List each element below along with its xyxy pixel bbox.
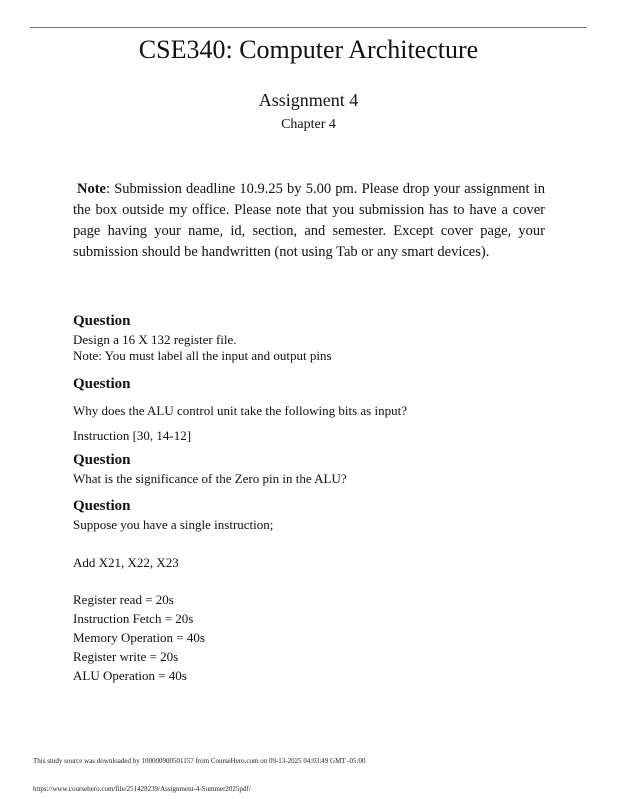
timing-alu-operation: ALU Operation = 40s bbox=[73, 668, 187, 683]
question-2-line-1: Why does the ALU control unit take the following bits as input? bbox=[73, 403, 407, 418]
timing-memory-operation: Memory Operation = 40s bbox=[73, 630, 205, 645]
question-4-heading: Question bbox=[73, 498, 131, 514]
question-2-line-2: Instruction [30, 14-12] bbox=[73, 428, 192, 443]
question-2-heading: Question bbox=[73, 376, 131, 392]
submission-note bbox=[73, 179, 545, 263]
question-1-line-1: Design a 16 X 132 register file. bbox=[73, 332, 237, 347]
timing-register-write: Register write = 20s bbox=[73, 649, 179, 664]
chapter-label: Chapter 4 bbox=[281, 117, 336, 132]
assignment-title: Assignment 4 bbox=[258, 90, 359, 110]
question-4-line-1: Suppose you have a single instruction; bbox=[73, 517, 274, 532]
timing-register-read: Register read = 20s bbox=[73, 592, 174, 607]
question-1-line-2: Note: You must label all the input and output pins bbox=[73, 348, 332, 363]
note-text: : Submission deadline 10.9.25 by 5.00 pm. Please drop your assignment in the box outside my office. Please note that you submission has to have a cover page having your name, id, section, and semester. Except cover page, your submission should be handwritten (not using Tab or any smart devices). bbox=[73, 181, 545, 260]
download-notice: This study source was downloaded by 100000900501157 from CourseHero.com on 09-13-2025 04:03:49 GMT -05:00 bbox=[33, 757, 366, 765]
document-title: CSE340: Computer Architecture bbox=[138, 35, 479, 64]
timing-instruction-fetch: Instruction Fetch = 20s bbox=[73, 611, 194, 626]
source-url: https://www.coursehero.com/file/251428239/Assignment-4-Summer2025pdf/ bbox=[33, 785, 251, 793]
question-4-instruction: Add X21, X22, X23 bbox=[73, 555, 179, 570]
top-divider bbox=[30, 27, 587, 28]
question-3-heading: Question bbox=[73, 452, 131, 468]
note-label: Note bbox=[77, 181, 106, 197]
question-1-heading: Question bbox=[73, 313, 131, 329]
question-3-line-1: What is the significance of the Zero pin in the ALU? bbox=[73, 471, 347, 486]
